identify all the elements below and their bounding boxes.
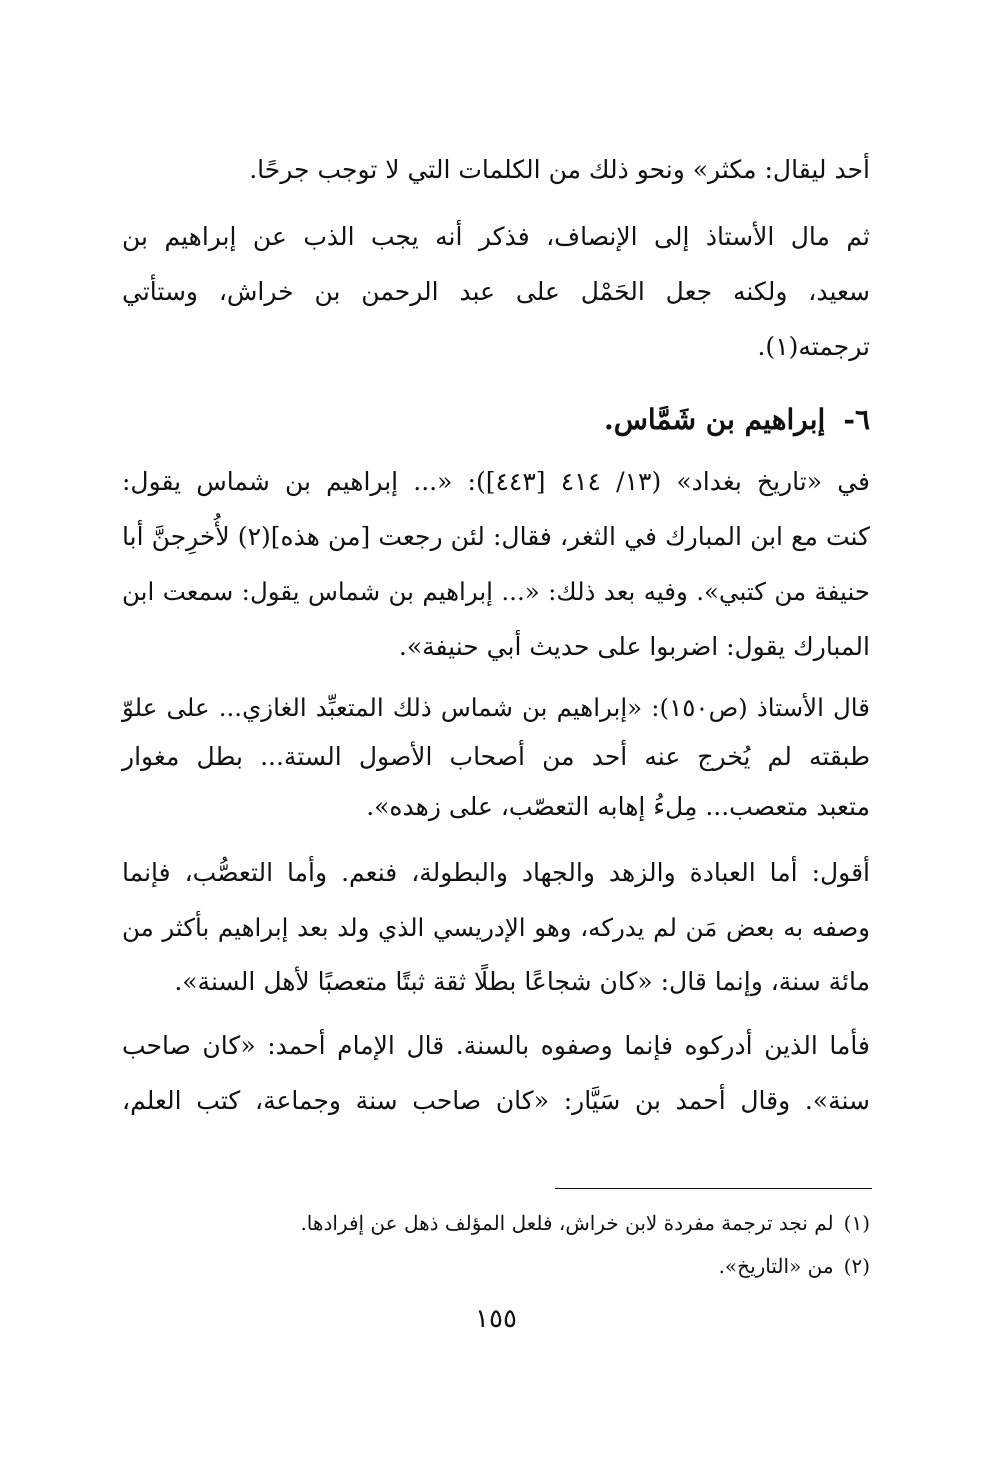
footnote-text: لم نجد ترجمة مفردة لابن خراش، فلعل المؤلف ذهل عن إفرادها. bbox=[300, 1211, 834, 1235]
page-number: ١٥٥ bbox=[475, 1304, 517, 1334]
body-line: في «تاريخ بغداد» (١٣/ ٤١٤ [٤٤٣]): «... إبراهيم بن شماس يقول: bbox=[122, 467, 870, 496]
body-line: المبارك يقول: اضربوا على حديث أبي حنيفة». bbox=[398, 632, 870, 661]
footnote-separator bbox=[555, 1188, 872, 1189]
footnote-text: من «التاريخ». bbox=[718, 1254, 834, 1278]
body-line: قال الأستاذ (ص١٥٠): «إبراهيم بن شماس ذلك المتعبِّد الغازي... على علوّ bbox=[122, 693, 870, 722]
section-title: إبراهيم بن شَمَّاس. bbox=[603, 403, 826, 436]
body-line: سعيد، ولكنه جعل الحَمْل على عبد الرحمن بن خراش، وستأتي bbox=[122, 277, 870, 306]
body-line: متعبد متعصب... مِلءُ إهابه التعصّب، على زهده». bbox=[366, 792, 870, 821]
body-line: كنت مع ابن المبارك في الثغر، فقال: لئن رجعت [من هذه](٢) لأُخرِجنَّ أبا bbox=[122, 522, 870, 551]
footnote-mark: (١) bbox=[843, 1211, 870, 1235]
body-line: فأما الذين أدركوه فإنما وصفوه بالسنة. قال الإمام أحمد: «كان صاحب bbox=[122, 1031, 870, 1060]
body-line: أقول: أما العبادة والزهد والجهاد والبطولة، فنعم. وأما التعصُّب، فإنما bbox=[122, 858, 870, 887]
footnote bbox=[122, 1248, 870, 1284]
body-line: سنة». وقال أحمد بن سَيَّار: «كان صاحب سنة وجماعة، كتب العلم، bbox=[122, 1086, 870, 1115]
body-line: طبقته لم يُخرج عنه أحد من أصحاب الأصول الستة... بطل مغوار bbox=[122, 742, 870, 771]
body-line: أحد ليقال: مكثر» ونحو ذلك من الكلمات التي لا توجب جرحًا. bbox=[249, 155, 870, 184]
body-line: وصفه به بعض مَن لم يدركه، وهو الإدريسي الذي ولد بعد إبراهيم بأكثر من bbox=[122, 913, 870, 942]
section-number: ٦- bbox=[843, 403, 870, 436]
section-heading bbox=[122, 398, 870, 442]
body-line: ثم مال الأستاذ إلى الإنصاف، فذكر أنه يجب الذب عن إبراهيم بن bbox=[122, 222, 870, 251]
body-line: حنيفة من كتبي». وفيه بعد ذلك: «... إبراهيم بن شماس يقول: سمعت ابن bbox=[122, 577, 870, 606]
footnote-mark: (٢) bbox=[843, 1254, 870, 1278]
footnote bbox=[122, 1205, 870, 1241]
body-line: ترجمته(١). bbox=[757, 332, 870, 361]
body-line: مائة سنة، وإنما قال: «كان شجاعًا بطلًا ثقة ثبتًا متعصبًا لأهل السنة». bbox=[174, 967, 870, 996]
